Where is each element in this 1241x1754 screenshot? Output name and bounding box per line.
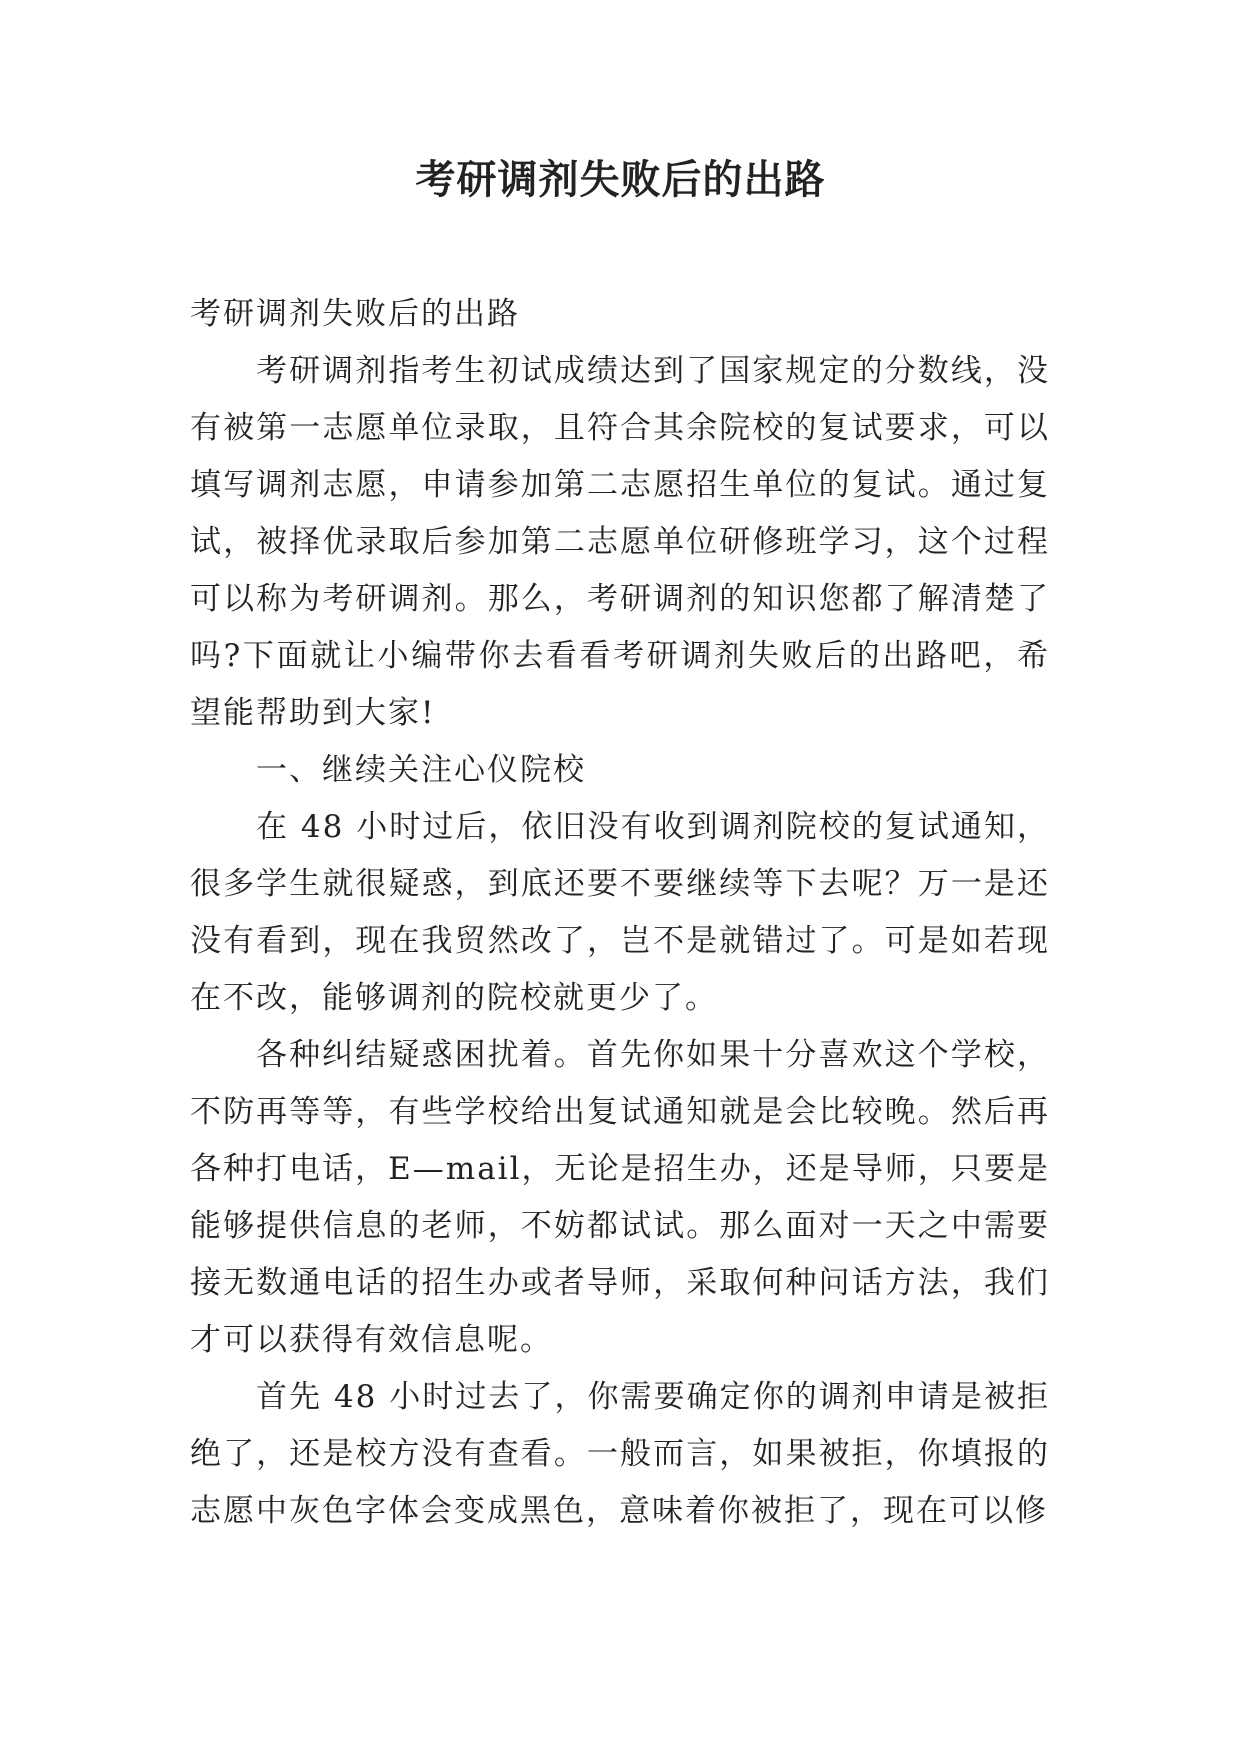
document-subtitle: 考研调剂失败后的出路 [190,296,520,332]
paragraph-body: 首先 48 小时过去了，你需要确定你的调剂申请是被拒绝了，还是校方没有查看。一般而言，如果被拒，你填报的志愿中灰色字体会变成黑色，意味着你被拒了，现在可以修 [190,1379,1050,1529]
paragraph-body: 各种纠结疑惑困扰着。首先你如果十分喜欢这个学校，不防再等等，有些学校给出复试通知就是会比较晚。然后再各种打电话，E—mail，无论是招生办，还是导师，只要是能够提供信息的老师，不妨都试试。那么面对一天之中需要接无数通电话的招生办或者导师，采取何种问话方法，我们才可以获得有效信息呢。 [190,1037,1050,1358]
document-body [190,286,1050,1540]
section-heading: 一、继续关注心仪院校 [256,752,586,788]
paragraph-intro: 考研调剂指考生初试成绩达到了国家规定的分数线，没有被第一志愿单位录取，且符合其余院校的复试要求，可以填写调剂志愿，申请参加第二志愿招生单位的复试。通过复试，被择优录取后参加第二志愿单位研修班学习，这个过程可以称为考研调剂。那么，考研调剂的知识您都了解清楚了吗?下面就让小编带你去看看考研调剂失败后的出路吧，希望能帮助到大家! [190,353,1050,731]
document-title: 考研调剂失败后的出路 [415,157,826,203]
paragraph-body: 在 48 小时过后，依旧没有收到调剂院校的复试通知，很多学生就很疑惑，到底还要不要继续等下去呢？万一是还没有看到，现在我贸然改了，岂不是就错过了。可是如若现在不改，能够调剂的院校就更少了。 [190,809,1050,1016]
